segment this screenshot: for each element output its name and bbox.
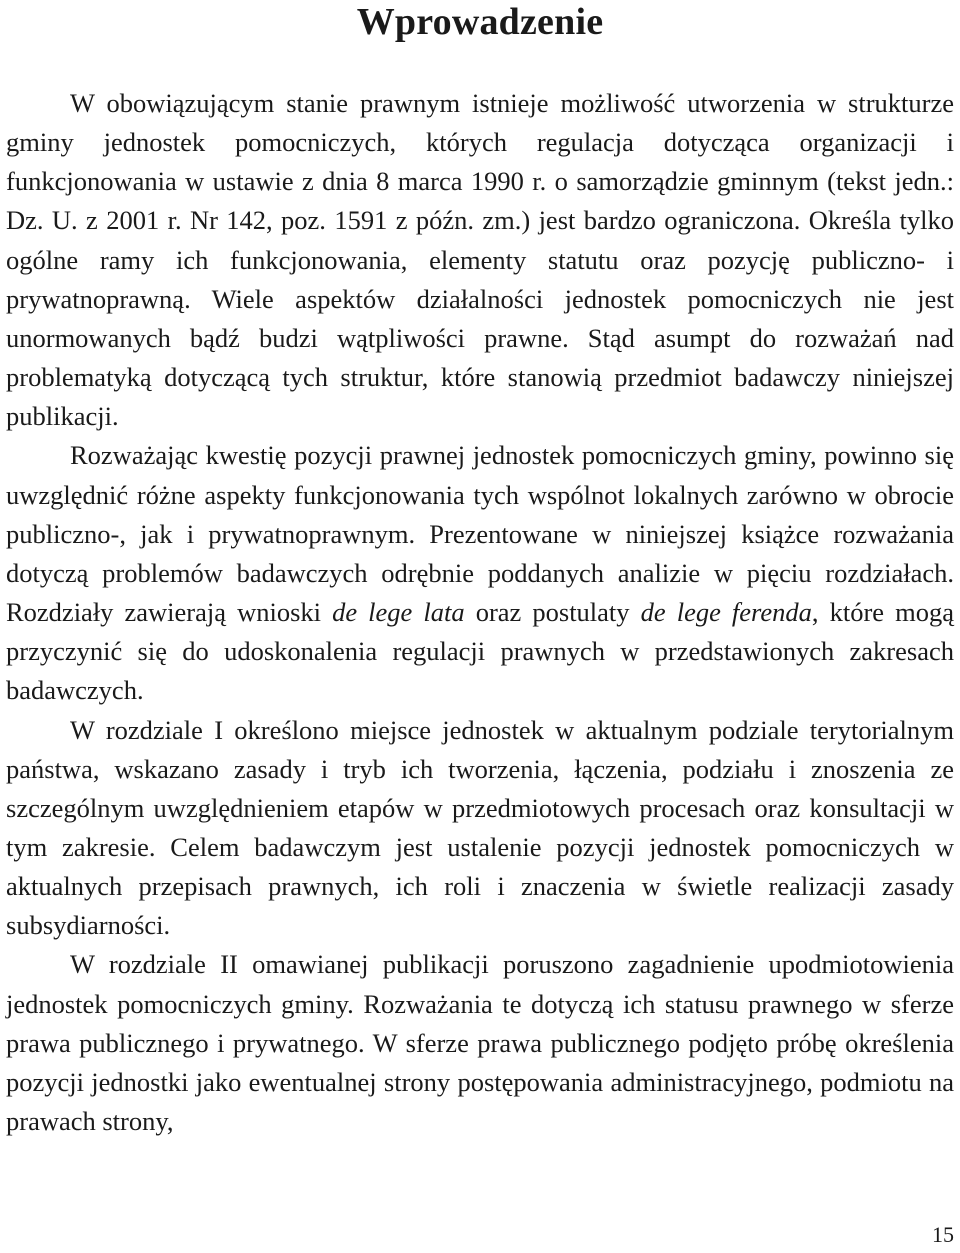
paragraph-2-text-a: Rozważając kwestię pozycji prawnej jednostek pomocniczych gminy, powinno się uwzględnić różne aspekty funkcjonowania tych wspólnot lokalnych zarówno w obrocie publiczno-, jak i prywatnoprawnym. Prezentowane w niniejszej książce rozważania dotyczą problemów badawczych odrębnie poddanych analizie w pięciu rozdziałach. Rozdziały zawierają wnioski: [6, 440, 954, 628]
latin-term-de-lege-lata: de lege lata: [332, 597, 465, 628]
body-text: [6, 84, 954, 1141]
paragraph-3-text: W rozdziale I określono miejsce jednostek w aktualnym podziale terytorialnym państwa, wskazano zasady i tryb ich tworzenia, łączenia, podziału i znoszenia ze szczególnym uwzględnieniem etapów w przedmiotowych procesach oraz konsultacji w tym zakresie. Celem badawczym jest ustalenie pozycji jednostek pomocniczych w aktualnych przepisach prawnych, ich roli i znaczenia w świetle realizacji zasady subsydiarności.: [6, 714, 954, 941]
paragraph-4-text: W rozdziale II omawianej publikacji poruszono zagadnienie upodmiotowienia jednostek pomocniczych gminy. Rozważania te dotyczą ich statusu prawnego w sferze prawa publicznego i prywatnego. W sferze prawa publicznego podjęto próbę określenia pozycji jednostki jako ewentualnej strony postępowania administracyjnego, podmiotu na prawach strony,: [6, 949, 954, 1137]
paragraph-1-text: W obowiązującym stanie prawnym istnieje możliwość utworzenia w strukturze gminy jednostek pomocniczych, których regulacja dotycząca organizacji i funkcjonowania w ustawie z dnia 8 marca 1990 r. o samorządzie gminnym (tekst jedn.: Dz. U. z 2001 r. Nr 142, poz. 1591 z późn. zm.) jest bardzo ograniczona. Określa tylko ogólne ramy ich funkcjonowania, elementy statutu oraz pozycję publiczno- i prywatnoprawną. Wiele aspektów działalności jednostek pomocniczych nie jest unormowanych bądź budzi wątpliwości prawne. Stąd asumpt do rozważań nad problematyką dotyczącą tych struktur, które stanowią przedmiot badawczy niniejszej publikacji.: [6, 88, 954, 432]
paragraph-3: [6, 711, 954, 946]
paragraph-2-text-b: oraz postulaty: [464, 597, 641, 628]
page-number: 15: [932, 1222, 954, 1247]
paragraph-1: [6, 84, 954, 436]
latin-term-de-lege-ferenda: de lege ferenda: [640, 597, 812, 628]
page-title: Wprowadzenie: [356, 1, 604, 43]
paragraph-4: [6, 945, 954, 1141]
paragraph-2: [6, 436, 954, 710]
paragraph-2-text-c: , które mogą przyczynić się do udoskonalenia regulacji prawnych w przedstawionych zakresach badawczych.: [6, 597, 955, 706]
